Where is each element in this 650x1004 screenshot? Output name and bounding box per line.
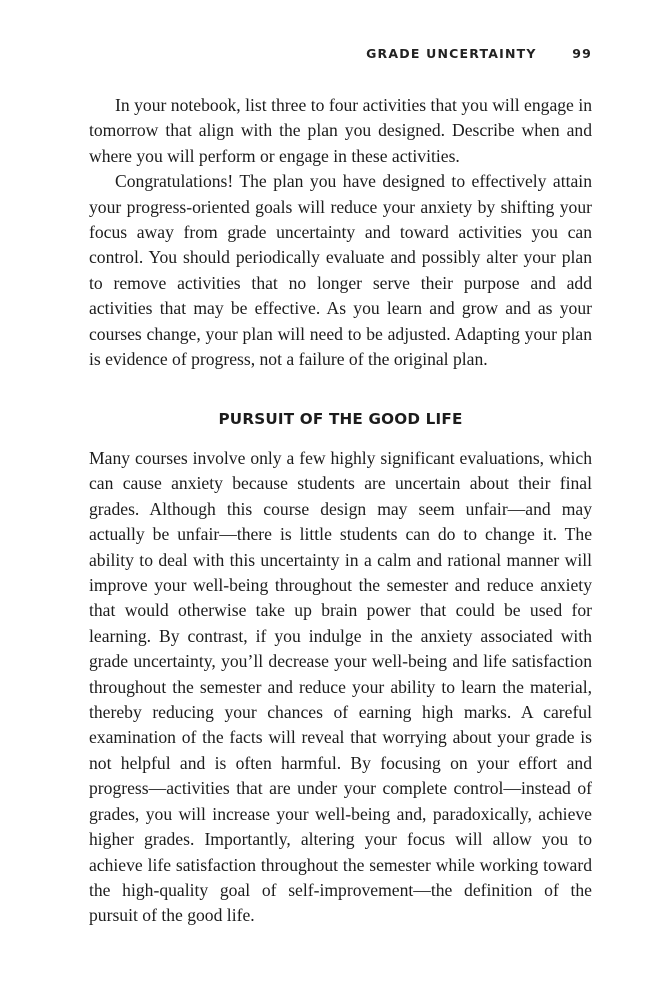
page-number: 99 [572, 46, 592, 61]
paragraph-congratulations: Congratulations! The plan you have designed to effectively attain your progress-oriented goals will reduce your anxiety by shifting your focus away from grade uncertainty and toward activities you can control. You should periodically evaluate and possibly alter your plan to remove activities that no longer serve their purpose and add activities that may be effective. As you learn and grow and as your courses change, your plan will need to be adjusted. Adapting your plan is evidence of progress, not a failure of the original plan. [89, 171, 592, 370]
body-text-top [89, 93, 592, 372]
running-head-title: GRADE UNCERTAINTY [366, 46, 537, 61]
body-text-section [89, 446, 592, 929]
paragraph-notebook-activities: In your notebook, list three to four activities that you will engage in tomorrow that align with the plan you designed. Describe when and where you will perform or engage in these activities. [89, 95, 592, 166]
paragraph-good-life: Many courses involve only a few highly significant evaluations, which can cause anxiety because students are uncertain about their final grades. Although this course design may seem unfair—and may actually be unfair—there is little students can do to change it. The ability to deal with this uncertainty in a calm and rational manner will improve your well-being throughout the semester and reduce anxiety that would otherwise take up brain power that could be used for learning. By contrast, if you indulge in the anxiety associated with grade uncertainty, you’ll decrease your well-being and life satisfaction throughout the semester and reduce your ability to learn the material, thereby reducing your chances of earning high marks. A careful examination of the facts will reveal that worrying about your grade is not helpful and is often harmful. By focusing on your effort and progress—activities that are under your complete control—instead of grades, you will increase your well-being and, paradoxically, achieve higher grades. Importantly, altering your focus will allow you to achieve life satisfaction throughout the semester while working toward the high-quality goal of self-improvement—the definition of the pursuit of the good life. [89, 448, 592, 926]
running-head [366, 46, 592, 61]
section-heading: PURSUIT OF THE GOOD LIFE [218, 410, 463, 428]
